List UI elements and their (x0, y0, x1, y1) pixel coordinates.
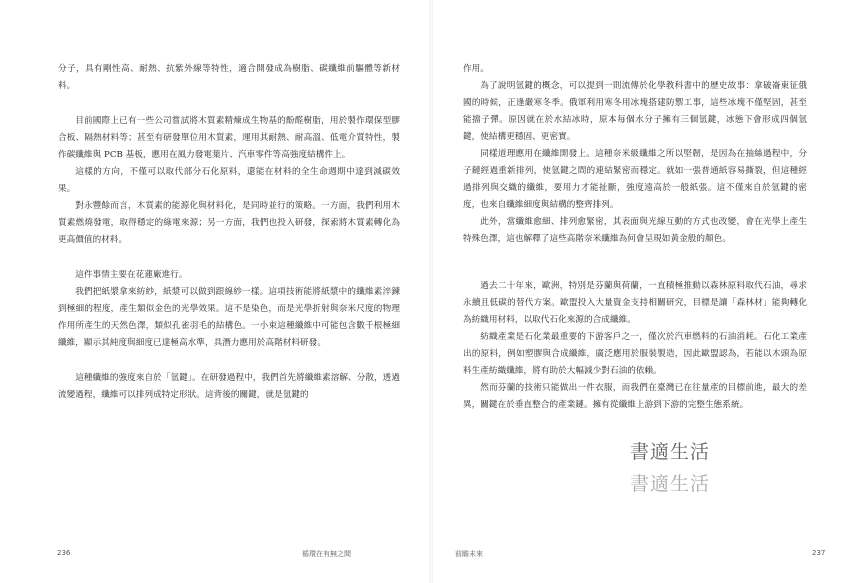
paragraph: 作用。 (463, 64, 489, 74)
right-page-body (463, 61, 807, 414)
paragraph: 這件事情主要在花蓮廠進行。 (75, 270, 188, 280)
paragraph: 這樣的方向，不僅可以取代部分石化原料，還能在材料的全生命週期中達到減碳效果。 (58, 167, 400, 194)
paragraph: 此外，當纖維愈細、排列愈緊密，其表面與光線互動的方式也改變，會在光學上產生特殊色澤，這也解釋了這些高階奈米纖維為何會呈現如黃金般的顏色。 (463, 217, 807, 244)
page-number: 236 (57, 549, 71, 557)
watermark-text: 書適生活 (630, 473, 711, 495)
paragraph: 過去二十年來，歐洲，特別是芬蘭與荷蘭，一直積極推動以森林原料取代石油，尋求永續且低碳的替代方案。歐盟投入大量資金支持相關研究，目標是讓「森林材」能夠轉化為紡織用材料，以取代石化來源的合成纖維。 (463, 281, 807, 325)
paragraph: 為了說明氫鍵的概念，可以提到一則流傳於化學教科書中的歷史故事：拿破崙東征俄國的時候，正逢嚴寒冬季。俄軍利用寒冬用冰塊搭建防禦工事，這些冰塊不僅堅固，甚至能擋子彈。原因就在於水結冰時，原本每個水分子擁有三個氫鍵，冰態下會形成四個氫鍵，使結構更穩固、更密實。 (463, 81, 807, 142)
paragraph: 我們把紙漿拿來紡紗，紙漿可以做到跟線紗一樣。這項技術能將紙漿中的纖維素淬鍊到極細的程度，產生類似金色的光學效果。這不是染色，而是光學折射與奈米尺度的物理作用所產生的天然色澤，類似孔雀羽毛的結構色。一小束這種纖維中可能包含數千根極細纖維，顯示其純度與細度已達極高水準，具潛力應用於高階材料研發。 (58, 287, 400, 348)
watermark-text: 書適生活 (630, 441, 711, 463)
paragraph: 然而芬蘭的技術只能做出一件衣服，而我們在臺灣已在往量產的目標前進，最大的差異，關鍵在於垂直整合的產業鏈。擁有從纖維上游到下游的完整生態系統。 (463, 383, 807, 410)
running-head: 前瞻未來 (455, 550, 483, 558)
paragraph: 同樣道理應用在纖維開發上。這種奈米級纖維之所以堅韌，是因為在抽絲過程中，分子鏈經過重新排列，使氫鍵之間的連結緊密而穩定。就如一張普通紙容易撕裂，但這種經過排列與交織的纖維，要用力才能扯斷，強度遠高於一般紙張。這不僅來自於氫鍵的密度，也來自纖維細度與結構的整齊排列。 (463, 149, 807, 210)
page-number: 237 (812, 549, 826, 557)
paragraph: 紡織產業是石化業最重要的下游客戶之一，僅次於汽車燃料的石油消耗。石化工業產出的原料，例如塑膠與合成纖維，廣泛應用於服裝製造，因此歐盟認為，若能以木頭為原料生產紡織纖維，將有助於大幅減少對石油的依賴。 (463, 332, 807, 376)
left-page-body (58, 61, 400, 404)
paragraph: 目前國際上已有一些公司嘗試將木質素精煉成生物基的酚醛樹脂，用於製作環保型膠合板、隔熱材料等；甚至有研發單位用木質素，運用其耐熱、耐高溫、低電介質特性，製作碳纖維與 PCB 基板，應用在風力發電葉片、汽車零件等高強度結構件上。 (58, 116, 400, 160)
paragraph: 分子，具有剛性高、耐熱、抗紫外線等特性，適合開發成為樹脂、碳纖維前驅體等新材料。 (58, 64, 400, 91)
paragraph: 這種纖維的強度來自於「氫鍵」。在研發過程中，我們首先將纖維素溶解、分散，透過流變過程，纖維可以排列成特定形狀。這背後的關鍵，就是氫鍵的 (58, 373, 400, 400)
running-head: 循環在有無之間 (302, 550, 351, 558)
paragraph: 對永豐餘而言，木質素的能源化與材料化，是同時並行的策略。一方面，我們利用木質素燃燒發電，取得穩定的綠電來源；另一方面，我們也投入研發，探索將木質素轉化為更高價值的材料。 (58, 201, 400, 245)
